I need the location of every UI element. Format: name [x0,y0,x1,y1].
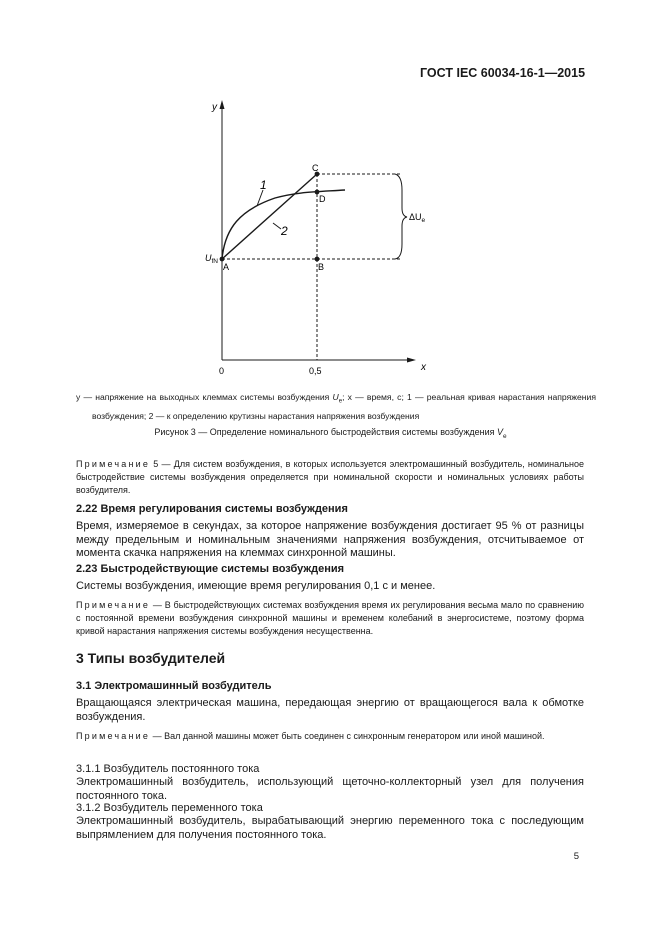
origin-label: 0 [219,366,225,376]
tangent-line-2 [222,174,317,259]
standard-header: ГОСТ IEC 60034-16-1—2015 [420,66,586,80]
point-d-label: D [319,194,326,204]
section-3-1-1-text: Электромашинный возбудитель, использующий щеточно-коллекторный узел для получения постоянного тока. [76,776,584,802]
section-3-1-text: Вращающаяся электрическая машина, передающая энергию от вращающегося вала к обмотке возбуждения. [76,697,584,723]
point-a-label: A [223,262,230,272]
leader-2 [273,223,281,229]
section-2-22-title: 2.22 Время регулирования системы возбуждения [76,503,348,515]
page-number: 5 [573,851,579,862]
section-3-1-2-text: Электромашинный возбудитель, вырабатывающий энергию переменного тока с последующим выпрямлением для получения постоянного тока. [76,815,584,841]
point-b-label: B [318,262,325,272]
section-3-title: 3 Типы возбудителей [76,650,226,666]
point-a [220,257,225,262]
section-2-23-text: Системы возбуждения, имеющие время регулирования 0,1 с и менее. [76,580,436,592]
section-3-1-2-title: 3.1.2 Возбудитель переменного тока [76,802,263,814]
y-axis-label: y [212,102,217,113]
delta-brace [395,174,407,259]
curve-2-label: 2 [281,224,288,238]
note-3-1: Примечание — Вал данной машины может быть соединен с синхронным генератором или иной машиной. [76,731,545,741]
figure-legend: y — напряжение на выходных клеммах системы возбуждения $U_e$; x — время, с; 1 — реальная кривая нарастания напряжения возбуждения; 2 — к определению крутизны нарастания напряжения возбуждения [76,392,596,421]
section-2-22-text: Время, измеряемое в секундах, за которое напряжение возбуждения достигает 95 % от разницы между предельным и номинальным значениями напряжения возбуждения, отсчитываемое от момента скачка напряжения на клеммах синхронной машины. [76,520,584,559]
curve-1-label: 1 [260,178,267,192]
point-b [315,257,320,262]
u-fn-label: $U_{fN}$ [205,253,218,265]
figure-3-diagram [195,98,445,383]
y-axis-arrow [220,100,225,109]
x-axis-arrow [407,358,416,363]
section-2-23-title: 2.23 Быстродействующие системы возбуждения [76,563,345,575]
figure-title: Рисунок 3 — Определение номинального быстродействия системы возбуждения $V_e$ [154,427,507,440]
note-2-23: Примечание — В быстродействующих системах возбуждения время их регулирования весьма мало по сравнению с постоянной времени возбуждения синхронной машины и временем колебаний в энергосистеме, поэтому форма кривой нарастания напряжения системы возбуждения несущественна. [76,600,584,636]
delta-u-label: $\Delta U_e$ [409,212,426,224]
point-c-label: C [312,163,319,173]
note-5: Примечание 5 — Для систем возбуждения, в которых используется электромашинный возбудитель, номинальное быстродействие системы возбуждения определяется при номинальной скорости и номинальных условиях работы возбудителя. [76,459,584,495]
section-3-1-1-title: 3.1.1 Возбудитель постоянного тока [76,763,260,775]
section-3-1-title: 3.1 Электромашинный возбудитель [76,680,272,692]
x-tick-label: 0,5 [309,366,322,376]
x-axis-label: x [421,362,426,373]
